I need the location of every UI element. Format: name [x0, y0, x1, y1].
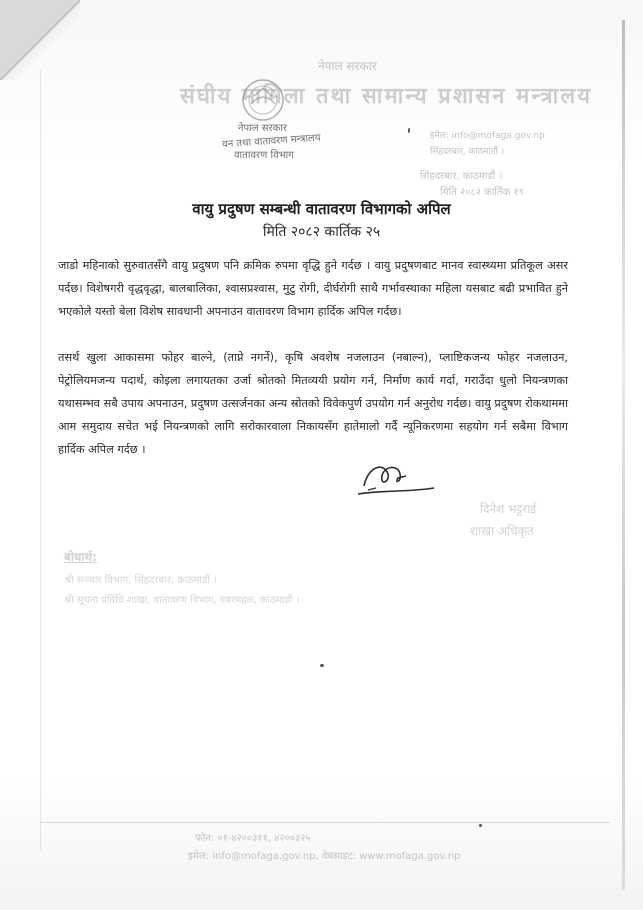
- scan-speck: [320, 664, 324, 667]
- notice-date: मिति २०८२ कार्तिक २५: [262, 224, 381, 240]
- folded-corner: [0, 0, 78, 78]
- page-shadow-left: [40, 70, 41, 850]
- notice-paragraph-2: तसर्थ खुला आकासमा फोहर बाल्ने, (ताप्ने नगर्ने), कृषि अवशेष नजलाउन (नबाल्न), प्लाष्टिकजन्य फोहर नजलाउन, पेट्रोलियमजन्य पदार्थ, कोइला लगायतका उर्जा श्रोतको मितव्ययी प्रयोग गर्न, निर्माण कार्य गर्दा, गराउँदा धुलो नियन्त्रणका यथासम्भव सबै उपाय अपनाउन, प्रदुषण उत्सर्जनका अन्य स्रोतको विवेकपुर्ण उपयोग गर्न अनुरोध गर्दछ। वायु प्रदुषण रोकथाममा आम समुदाय सचेत भई नियन्त्रणको लागि सरोकारवाला निकायसँग हातेमालो गर्दै न्यूनिकरणमा सहयोग गर्न सबैमा विभाग हार्दिक अपिल गर्दछ ।: [58, 351, 569, 456]
- bleed-sign-name: दिनेश भट्टराई: [480, 502, 537, 516]
- bleed-sign-title: शाखा अधिकृत: [470, 524, 534, 538]
- seal-line-1: नेपाल सरकार: [238, 123, 287, 134]
- seal-line-2: वन तथा वातावरण मन्त्रालय: [221, 132, 321, 151]
- bleed-ref4: मिति २०८२ कार्तिक १९: [440, 187, 524, 198]
- scan-speck: [408, 128, 410, 133]
- bleed-footer2: इमेल: info@mofaga.gov.np, वेबसाइट: www.mofaga.gov.np: [188, 851, 461, 862]
- bleed-footer1: फोन: ०१-४२००३११, ४२००३२५: [195, 833, 311, 844]
- bleed-ref1: इमेल: info@mofaga.gov.np: [430, 131, 545, 141]
- bleed-footer-rule: [40, 822, 610, 823]
- notice-paragraph-1: जाडो महिनाको सुरुवातसँगै वायु प्रदुषण पनि क्रमिक रुपमा वृद्धि हुने गर्दछ । वायु प्रदुषणबाट मानव स्वास्थ्यमा प्रतिकूल असर पर्दछ। विशेषगरी वृद्धवृद्धा, बालबालिका, श्वासप्रश्वास, मुटु रोगी, दीर्घरोगी साथै गर्भावस्थाका महिला यसबाट बढी प्रभावित हुने भएकोले यस्तो बेला विशेष सावधानी अपनाउन वातावरण विभाग हार्दिक अपिल गर्दछ।: [58, 259, 568, 318]
- page-shadow-right: [622, 20, 625, 890]
- bleed-ministry: संघीय मामिला तथा सामान्य प्रशासन मन्त्रालय: [180, 84, 593, 109]
- bleed-ref3: सिंहदरबार, काठमाडौं ।: [420, 171, 503, 182]
- handwritten-signature: [354, 456, 438, 502]
- bleed-ref2: सिंहदरबार, काठमाडौं ।: [430, 147, 505, 157]
- department-seal: [218, 78, 321, 168]
- notice-title: वायु प्रदुषण सम्बन्धी वातावरण विभागको अपिल: [192, 200, 451, 218]
- scan-speck: [479, 824, 482, 827]
- seal-line-3: वातावरण विभाग: [234, 150, 294, 161]
- bleed-cc-heading: बोधार्थ:: [64, 550, 97, 564]
- bleed-cc1: श्री सञ्चार विभाग, सिंहदरबार, काठमाडौं ।: [64, 575, 217, 586]
- bleed-cc2: श्री सूचना प्रविधि शाखा, वातावरण विभाग, बबरमहल, काठमाडौं ।: [64, 595, 300, 606]
- bleed-gov: नेपाल सरकार: [318, 59, 377, 73]
